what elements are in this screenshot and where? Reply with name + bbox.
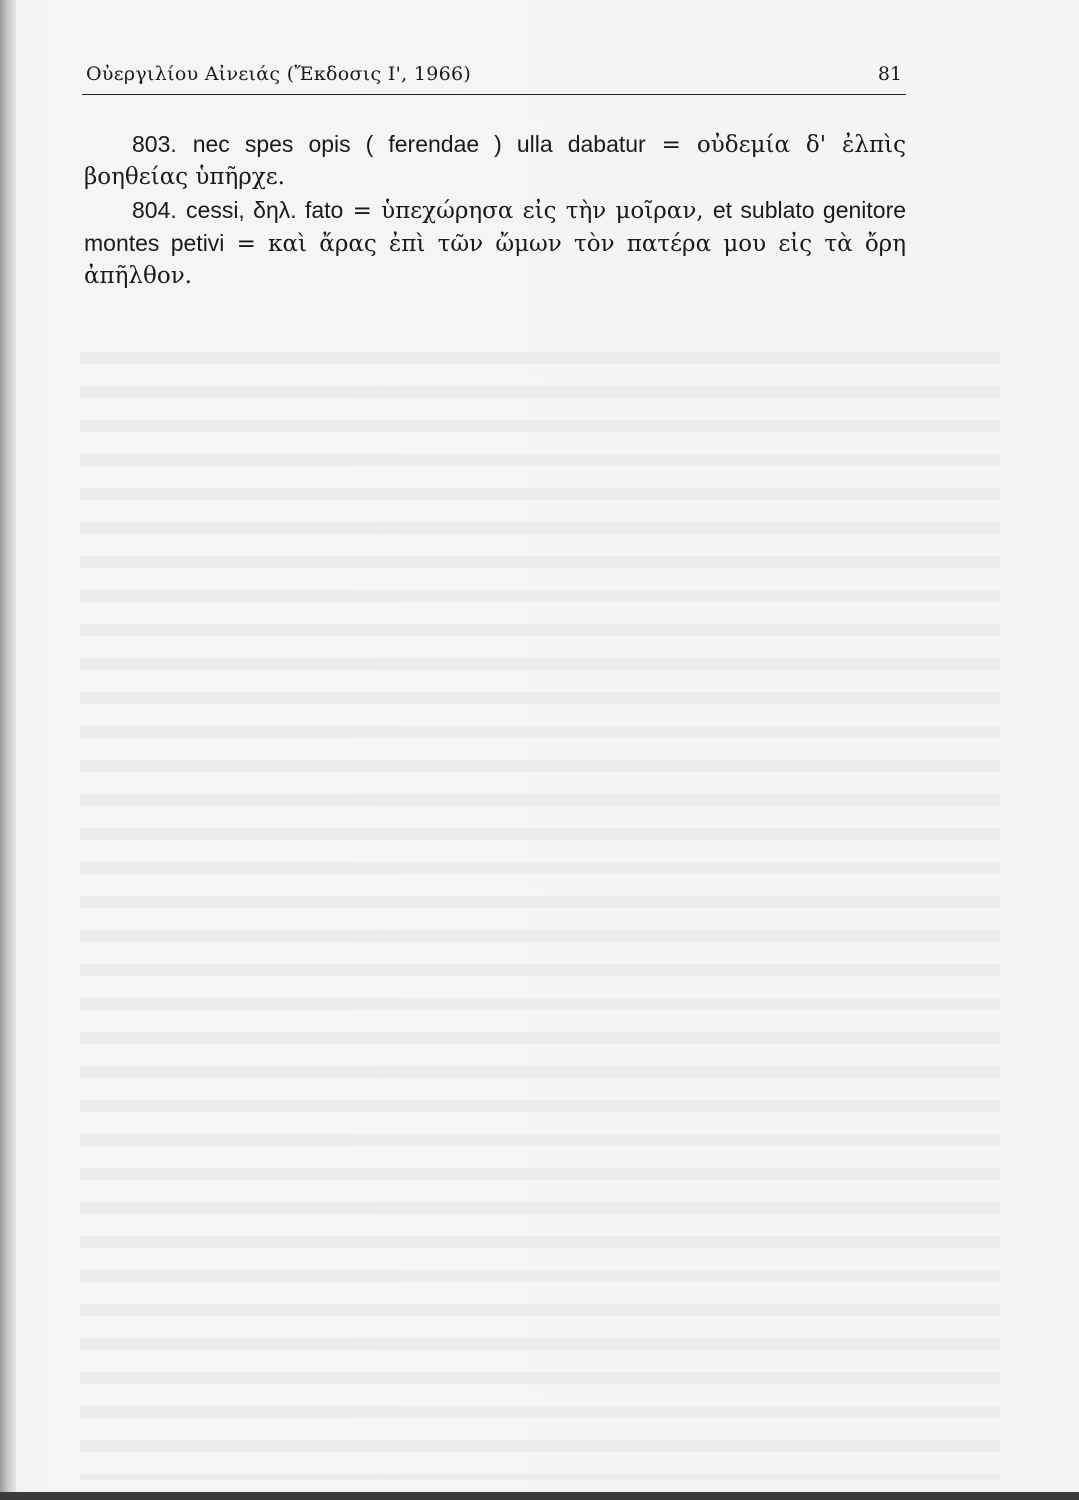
page-binding-edge <box>0 0 16 1500</box>
header-title: Οὐεργιλίου Αἰνειάς (Ἔκδοσις Ι', 1966) <box>86 63 472 85</box>
latin-text: nec spes opis ( ferendae ) ulla dabatur <box>192 131 646 157</box>
bleed-through-texture <box>80 330 1000 1480</box>
greek-translation-continued: καὶ ἄρας ἐπὶ τῶν ὤμων τὸν πατέρα μου εἰς τὰ ὄρη ἀπῆλθον. <box>84 231 906 289</box>
greek-translation: ὑπεχώρησα εἰς τὴν μοῖραν, <box>381 198 704 224</box>
page-number: 81 <box>877 63 902 85</box>
entry-number: 803. <box>132 131 177 157</box>
equals-sign: = <box>352 198 372 224</box>
running-header <box>82 60 906 95</box>
page-body <box>84 128 906 293</box>
entry-803 <box>84 128 906 193</box>
greek-translation: οὐδεμία δ' ἐλπὶς βοηθείας ὑπῆρχε. <box>84 132 906 190</box>
latin-text: cessi, δηλ. fato <box>186 197 344 223</box>
entry-804 <box>84 194 906 292</box>
scan-bottom-edge <box>0 1492 1079 1500</box>
equals-sign: = <box>236 231 256 257</box>
equals-sign: = <box>661 132 681 158</box>
entry-number: 804. <box>132 197 177 223</box>
latin-text-continued: et sublato genitore montes petivi <box>84 197 907 256</box>
